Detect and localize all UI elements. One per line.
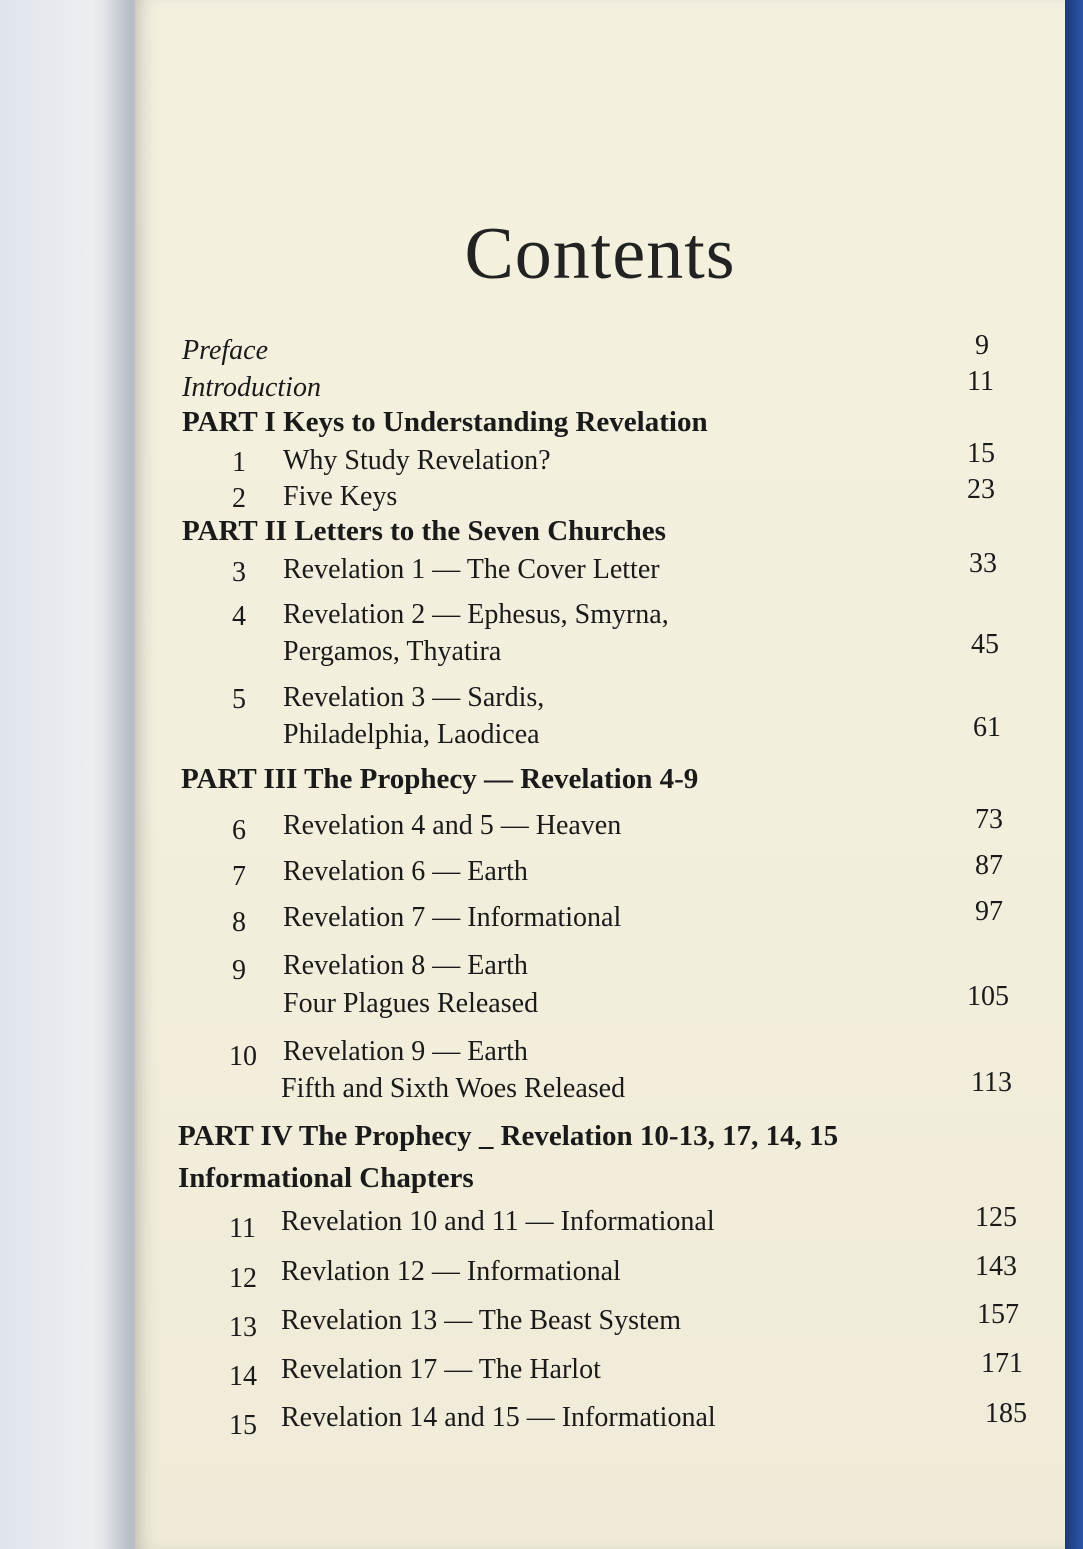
chapter-page: 61 [973, 712, 1001, 743]
toc-entry-introduction: Introduction [182, 372, 321, 403]
chapter-number: 13 [229, 1312, 257, 1343]
part-heading-3: PART III The Prophecy — Revelation 4-9 [181, 763, 699, 795]
chapter-title: Revelation 4 and 5 — Heaven [283, 810, 622, 841]
chapter-page: 113 [971, 1067, 1012, 1098]
toc-page-preface: 9 [975, 330, 989, 361]
chapter-number: 10 [229, 1041, 257, 1072]
chapter-title: Revelation 8 — Earth [283, 950, 528, 981]
book-cover-edge [1065, 0, 1083, 1549]
chapter-title-cont: Philadelphia, Laodicea [283, 719, 540, 750]
chapter-title-cont: Pergamos, Thyatira [283, 636, 502, 667]
chapter-number: 14 [229, 1361, 257, 1392]
table-of-contents [135, 0, 1065, 1549]
chapter-number: 2 [232, 483, 246, 514]
chapter-number: 6 [232, 815, 246, 846]
chapter-number: 12 [229, 1263, 257, 1294]
chapter-number: 8 [232, 907, 246, 938]
part-heading-1: PART I Keys to Understanding Revelation [182, 406, 708, 438]
part-heading-4: PART IV The Prophecy _ Revelation 10-13, 17, 14, 15 [178, 1120, 839, 1152]
chapter-page: 157 [977, 1299, 1019, 1330]
page-title: Contents [464, 213, 736, 295]
chapter-number: 4 [232, 601, 246, 632]
chapter-page: 33 [969, 548, 997, 579]
chapter-number: 3 [232, 557, 246, 588]
chapter-title: Why Study Revelation? [283, 445, 551, 476]
chapter-title: Revelation 9 — Earth [283, 1036, 528, 1067]
chapter-title: Revelation 6 — Earth [283, 856, 528, 887]
chapter-number: 11 [229, 1213, 256, 1244]
chapter-title: Revelation 17 — The Harlot [281, 1354, 601, 1385]
chapter-page: 15 [967, 438, 995, 469]
chapter-page: 23 [967, 474, 995, 505]
chapter-number: 5 [232, 684, 246, 715]
chapter-page: 97 [975, 896, 1003, 927]
chapter-title-cont: Fifth and Sixth Woes Released [281, 1073, 626, 1104]
part-heading-4-line2: Informational Chapters [178, 1162, 474, 1194]
toc-entry-preface: Preface [182, 335, 269, 366]
chapter-title: Revelation 10 and 11 — Informational [281, 1206, 715, 1237]
chapter-number: 7 [232, 861, 246, 892]
chapter-title: Revelation 3 — Sardis, [283, 682, 545, 713]
chapter-title: Revelation 7 — Informational [283, 902, 622, 933]
chapter-title: Revlation 12 — Informational [281, 1256, 621, 1287]
chapter-number: 1 [232, 447, 246, 478]
chapter-page: 105 [967, 981, 1009, 1012]
chapter-title-cont: Four Plagues Released [283, 988, 539, 1019]
toc-page-introduction: 11 [967, 366, 994, 397]
chapter-number: 9 [232, 955, 246, 986]
chapter-page: 125 [975, 1202, 1017, 1233]
chapter-page: 185 [985, 1398, 1027, 1429]
chapter-page: 143 [975, 1251, 1017, 1282]
chapter-title: Revelation 1 — The Cover Letter [283, 554, 660, 585]
chapter-title: Five Keys [283, 481, 398, 512]
chapter-number: 15 [229, 1410, 257, 1441]
chapter-title: Revelation 2 — Ephesus, Smyrna, [283, 599, 669, 630]
chapter-page: 171 [981, 1348, 1023, 1379]
chapter-page: 87 [975, 850, 1003, 881]
chapter-title: Revelation 14 and 15 — Informational [281, 1402, 716, 1433]
contents-page [135, 0, 1065, 1549]
part-heading-2: PART II Letters to the Seven Churches [182, 515, 666, 547]
chapter-page: 45 [971, 629, 999, 660]
chapter-page: 73 [975, 804, 1003, 835]
chapter-title: Revelation 13 — The Beast System [281, 1305, 681, 1336]
